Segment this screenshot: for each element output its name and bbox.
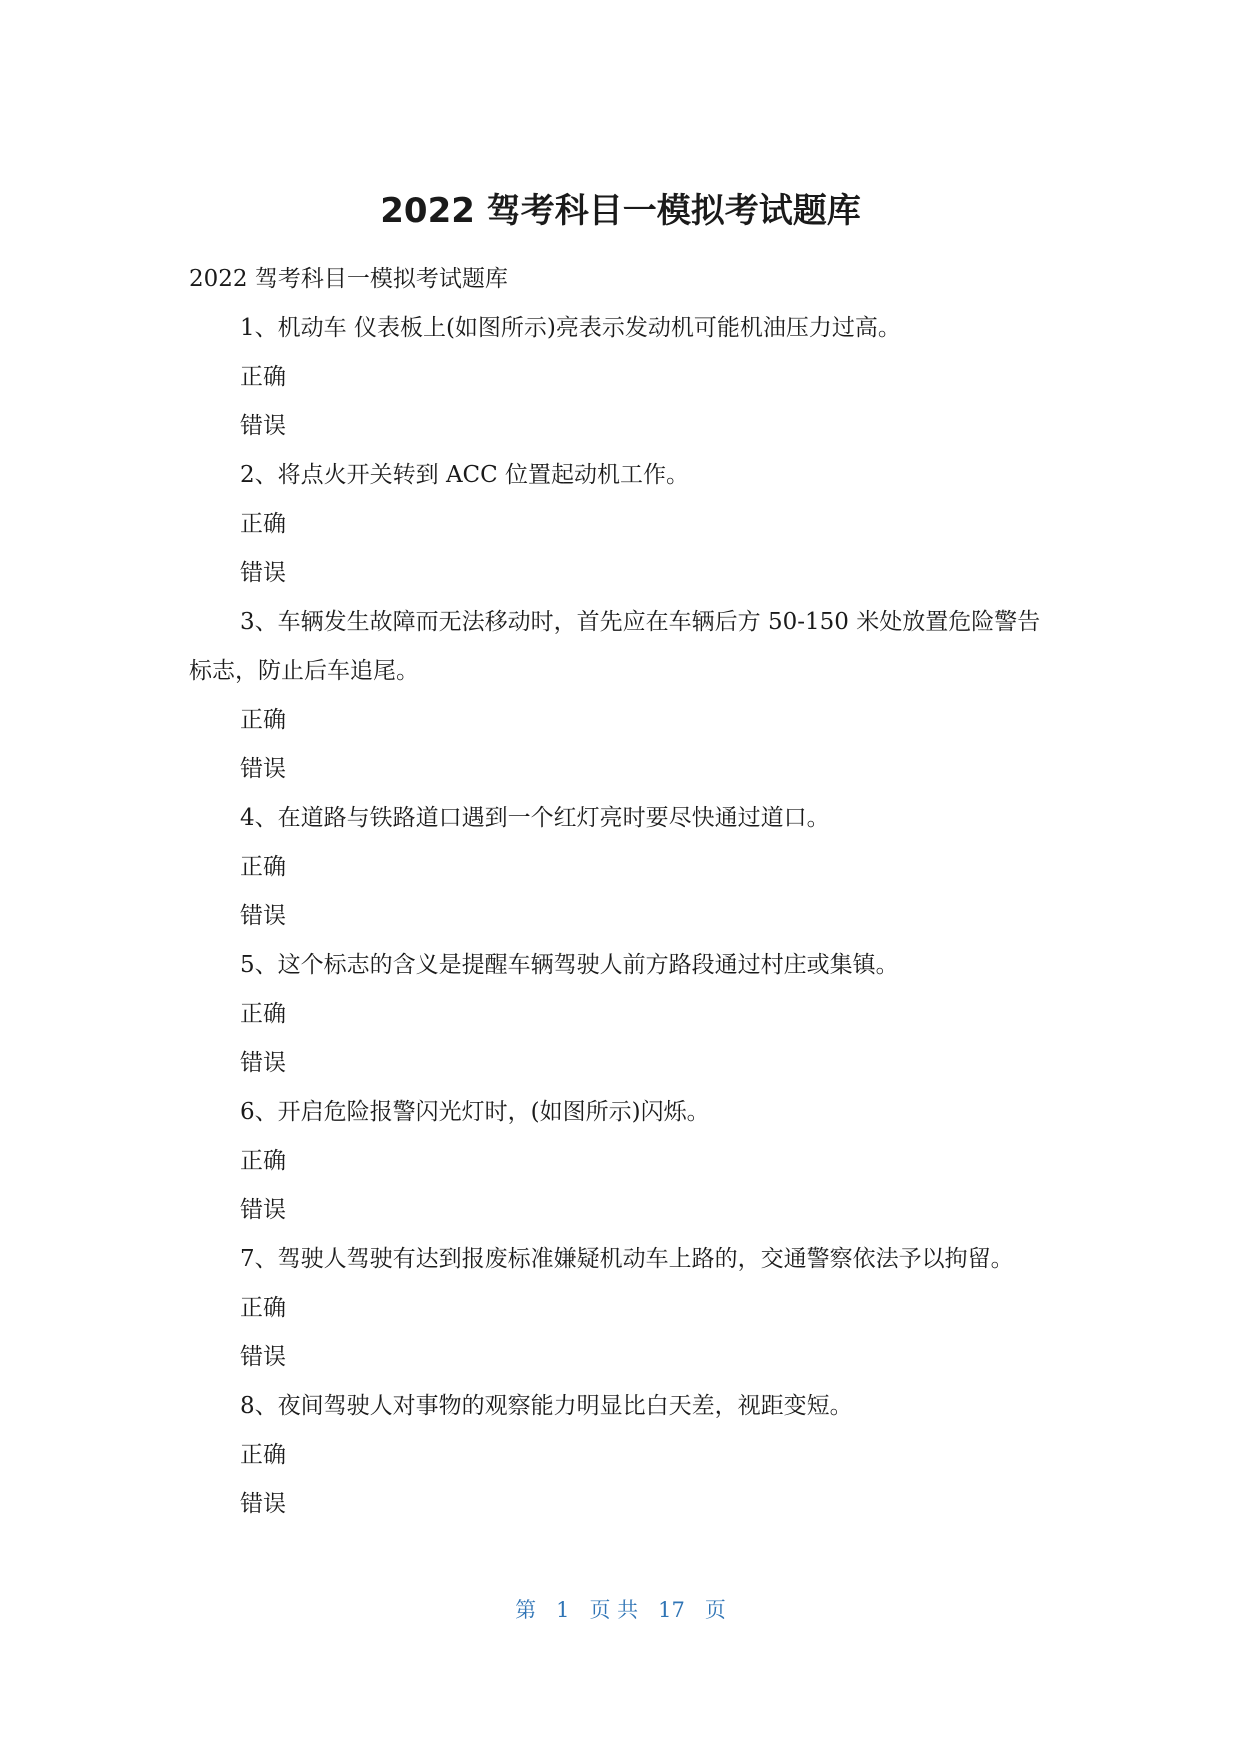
question-block-5 bbox=[189, 941, 1051, 1088]
option-correct: 正确 bbox=[240, 1295, 286, 1321]
footer-current-page: 1 bbox=[556, 1598, 570, 1622]
question-text: 5、这个标志的含义是提醒车辆驾驶人前方路段通过村庄或集镇。 bbox=[240, 952, 899, 978]
page-footer bbox=[0, 1596, 1241, 1624]
option-correct: 正确 bbox=[240, 1001, 286, 1027]
option-correct: 正确 bbox=[240, 707, 286, 733]
question-block-8 bbox=[189, 1382, 1051, 1529]
question-block-3 bbox=[189, 598, 1051, 794]
question-block-2 bbox=[189, 451, 1051, 598]
question-text: 7、驾驶人驾驶有达到报废标准嫌疑机动车上路的，交通警察依法予以拘留。 bbox=[240, 1246, 1014, 1272]
page-title: 2022 驾考科目一模拟考试题库 bbox=[380, 191, 861, 231]
option-correct: 正确 bbox=[240, 854, 286, 880]
document-subtitle: 2022 驾考科目一模拟考试题库 bbox=[189, 266, 508, 292]
document-body bbox=[189, 255, 1051, 1529]
footer-total-pages: 17 bbox=[658, 1598, 685, 1622]
option-wrong: 错误 bbox=[240, 903, 286, 929]
question-text: 1、机动车 仪表板上(如图所示)亮表示发动机可能机油压力过高。 bbox=[240, 315, 901, 341]
option-correct: 正确 bbox=[240, 511, 286, 537]
footer-suffix: 页 bbox=[704, 1598, 726, 1622]
question-block-1 bbox=[189, 304, 1051, 451]
option-wrong: 错误 bbox=[240, 560, 286, 586]
option-wrong: 错误 bbox=[240, 1491, 286, 1517]
question-text: 2、将点火开关转到 ACC 位置起动机工作。 bbox=[240, 462, 690, 488]
question-block-4 bbox=[189, 794, 1051, 941]
option-correct: 正确 bbox=[240, 1148, 286, 1174]
question-block-7 bbox=[189, 1235, 1051, 1382]
question-text: 3、车辆发生故障而无法移动时，首先应在车辆后方 50-150 米处放置危险警告标志，防止后车追尾。 bbox=[189, 609, 1041, 684]
option-wrong: 错误 bbox=[240, 1197, 286, 1223]
question-text: 4、在道路与铁路道口遇到一个红灯亮时要尽快通过道口。 bbox=[240, 805, 830, 831]
question-text: 8、夜间驾驶人对事物的观察能力明显比白天差，视距变短。 bbox=[240, 1393, 853, 1419]
option-correct: 正确 bbox=[240, 1442, 286, 1468]
option-wrong: 错误 bbox=[240, 413, 286, 439]
question-block-6 bbox=[189, 1088, 1051, 1235]
option-wrong: 错误 bbox=[240, 1050, 286, 1076]
option-correct: 正确 bbox=[240, 364, 286, 390]
footer-prefix: 第 bbox=[515, 1598, 537, 1622]
option-wrong: 错误 bbox=[240, 1344, 286, 1370]
question-text: 6、开启危险报警闪光灯时，(如图所示)闪烁。 bbox=[240, 1099, 710, 1125]
option-wrong: 错误 bbox=[240, 756, 286, 782]
footer-mid: 页 共 bbox=[589, 1598, 639, 1622]
